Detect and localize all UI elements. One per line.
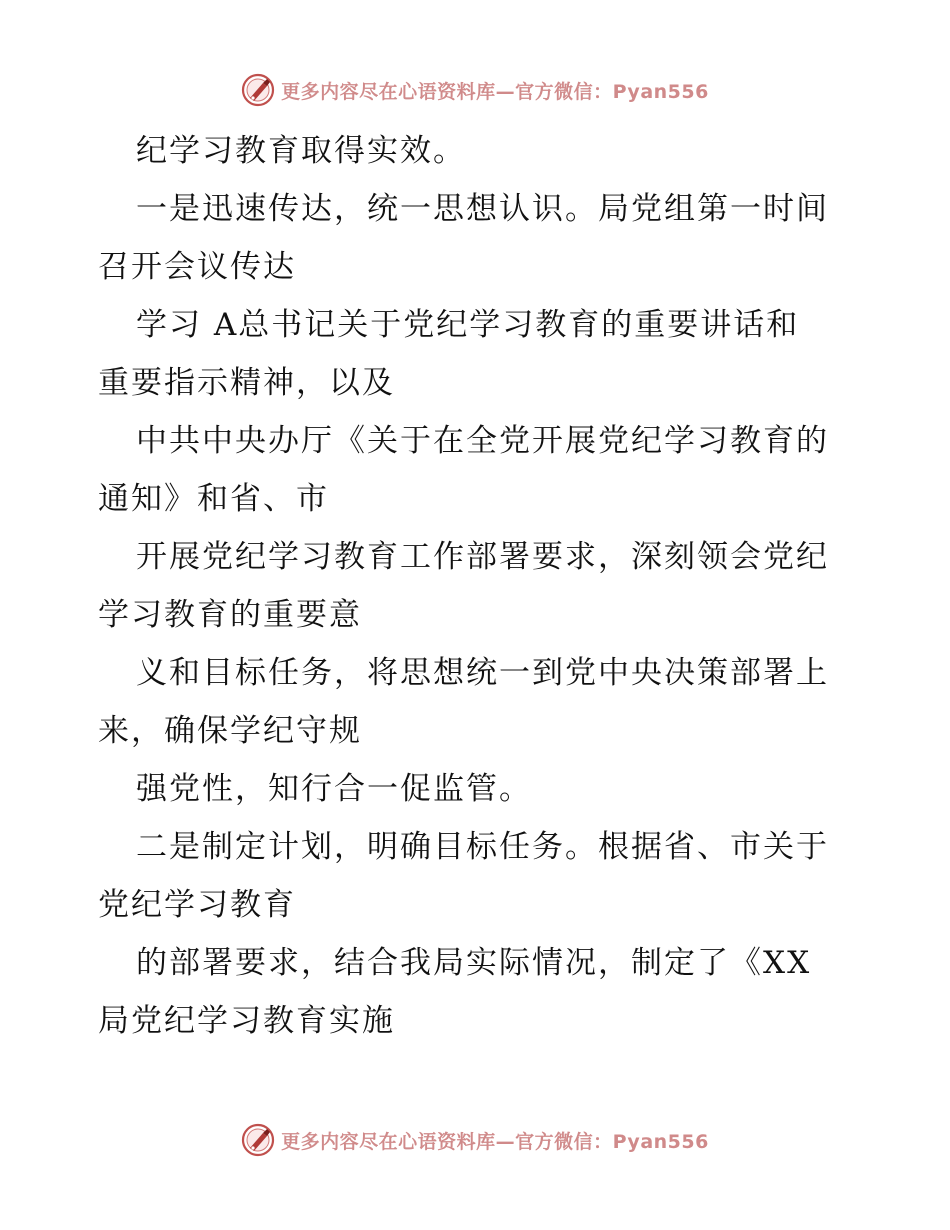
body-line: 中共中央办厅《关于在全党开展党纪学习教育的	[136, 423, 829, 459]
body-line: 义和目标任务，将思想统一到党中央决策部署上	[136, 655, 829, 691]
body-line: 的部署要求，结合我局实际情况，制定了《XX	[136, 945, 812, 981]
footer-banner-text: 更多内容尽在心语资料库—官方微信：Pyan556	[281, 1130, 709, 1153]
header-banner-text: 更多内容尽在心语资料库—官方微信：Pyan556	[281, 80, 709, 103]
footer-banner-inner	[241, 1123, 709, 1157]
body-line: 学习教育的重要意	[98, 597, 362, 633]
body-line: 通知》和省、市	[98, 481, 329, 517]
body-line: 来，确保学纪守规	[98, 713, 362, 749]
body-line: 局党纪学习教育实施	[98, 1003, 395, 1039]
body-line: 二是制定计划，明确目标任务。根据省、市关于	[136, 829, 829, 865]
body-line: 重要指示精神，以及	[98, 365, 395, 401]
header-banner-inner	[241, 73, 709, 107]
pen-nib-logo-icon	[241, 73, 275, 107]
pen-nib-logo-icon	[241, 1123, 275, 1157]
body-line: 党纪学习教育	[98, 887, 296, 923]
body-line: 一是迅速传达，统一思想认识。局党组第一时间	[136, 191, 829, 227]
body-line: 召开会议传达	[98, 249, 296, 285]
body-line: 纪学习教育取得实效。	[136, 133, 466, 169]
body-line: 学习 A总书记关于党纪学习教育的重要讲话和	[136, 307, 800, 343]
header-watermark-banner	[0, 68, 950, 112]
body-line: 强党性，知行合一促监管。	[136, 771, 532, 807]
footer-watermark-banner	[0, 1118, 950, 1162]
body-line: 开展党纪学习教育工作部署要求，深刻领会党纪	[136, 539, 829, 575]
document-body	[98, 122, 858, 1050]
